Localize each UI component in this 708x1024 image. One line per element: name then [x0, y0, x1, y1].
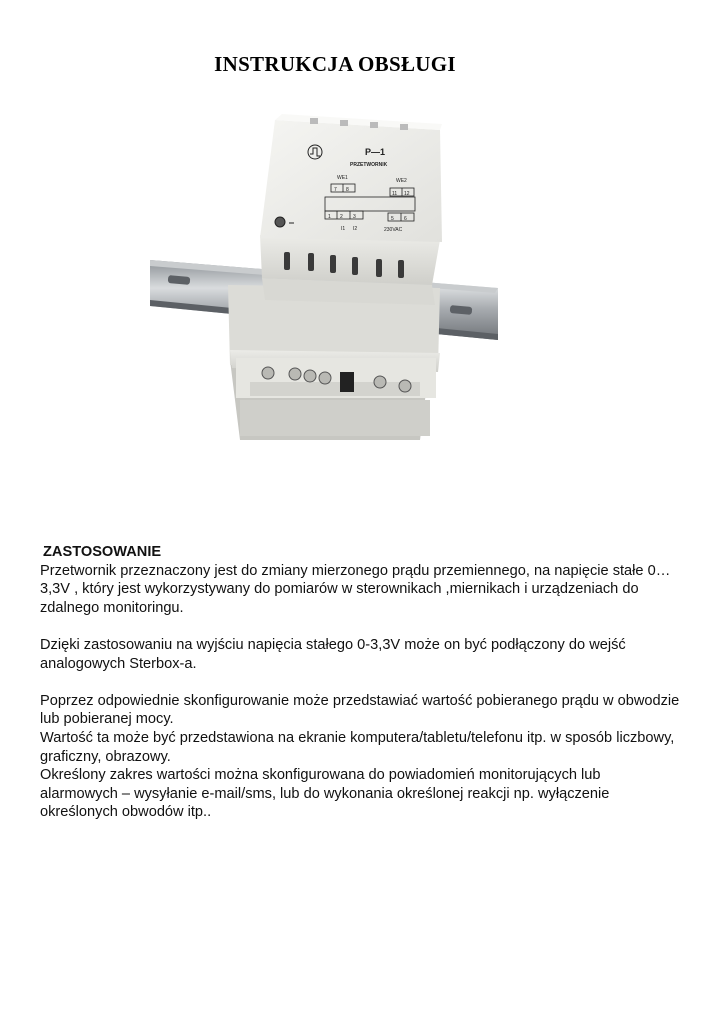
device-model: P—1 — [365, 147, 386, 157]
label-we1: WE1 — [337, 175, 348, 181]
label-t12: 12 — [404, 191, 410, 197]
label-t11: 11 — [392, 191, 398, 197]
label-i2: I2 — [353, 226, 358, 232]
device-name: PRZETWORNIK — [350, 162, 388, 168]
label-t1: 1 — [328, 214, 331, 220]
document-title: INSTRUKCJA OBSŁUGI — [214, 52, 456, 76]
paragraph-5: Określony zakres wartości można skonfigurowana do powiadomień monitorujących lub alarmowych – wysyłanie e-mail/sms, lub do wykonania określonej reakcji np. wyłączenie określonych obwodów itp.. — [40, 767, 610, 821]
label-t5: 5 — [391, 216, 394, 222]
label-t2: 2 — [340, 214, 343, 220]
label-t8: 8 — [346, 187, 349, 193]
led-indicator — [275, 217, 285, 227]
label-t3: 3 — [353, 214, 356, 220]
label-we2: WE2 — [396, 178, 407, 184]
paragraph-1: Przetwornik przeznaczony jest do zmiany mierzonego prądu przemiennego, na napięcie stałe 0…3,3V , który jest wykorzystywany do pomiarów w sterownikach ,miernikach i urządzeniach do zdalnego monitoringu. — [40, 562, 671, 616]
label-i1: I1 — [341, 226, 346, 232]
paragraph-2: Dzięki zastosowaniu na wyjściu napięcia stałego 0-3,3V może on być podłączony do wejść analogowych Sterbox-a. — [40, 636, 626, 672]
paragraph-3: Poprzez odpowiednie skonfigurowanie może przedstawiać wartość pobieranego prądu w obwodzie lub pobieranej mocy. — [40, 692, 680, 728]
label-230vac: 230VAC — [384, 227, 403, 233]
label-t7: 7 — [334, 187, 337, 193]
housing-lower — [228, 285, 440, 440]
usage-section — [40, 543, 680, 822]
device-photo — [150, 110, 510, 450]
section-heading: ZASTOSOWANIE — [43, 544, 162, 560]
paragraph-4: Wartość ta może być przedstawiona na ekranie komputera/tabletu/telefonu itp. w sposób liczbowy, graficzny, obrazowy. — [40, 729, 675, 765]
label-t6: 6 — [404, 216, 407, 222]
